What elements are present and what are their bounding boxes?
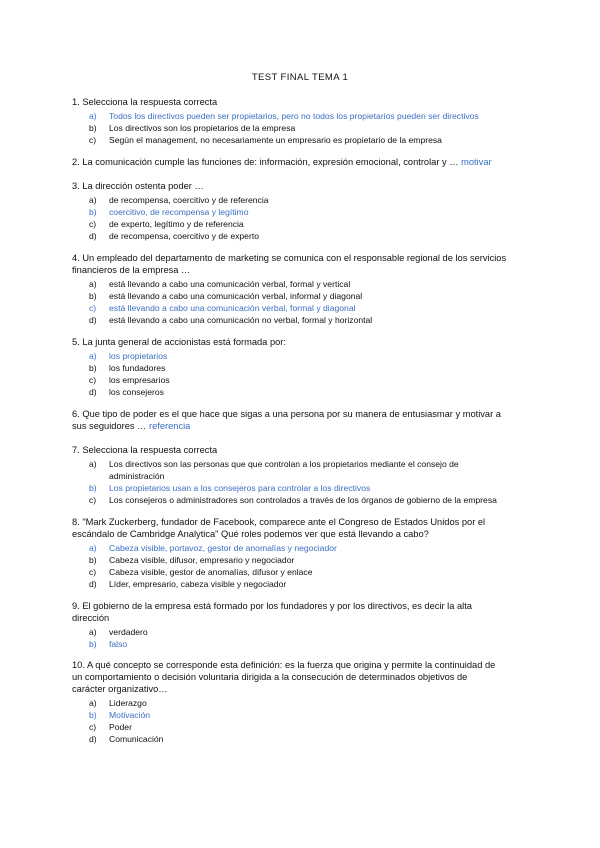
option-text: Motivación: [109, 710, 151, 720]
option-d: [72, 578, 532, 590]
option-letter: c): [89, 219, 97, 229]
option-letter: d): [89, 231, 97, 241]
option-d: [72, 230, 532, 242]
option-d: [72, 733, 532, 745]
answer-text: motivar: [461, 157, 492, 167]
option-text-continued: administración: [109, 471, 165, 481]
question-text-line-3: carácter organizativo…: [72, 684, 168, 694]
option-a: [72, 194, 532, 206]
option-b: [72, 482, 532, 494]
option-letter: d): [89, 734, 97, 744]
question-text: [72, 156, 532, 168]
question-text-line-1: 8. "Mark Zuckerberg, fundador de Facebook, comparece ante el Congreso de Estados Unidos por el: [72, 517, 486, 527]
option-text: de recompensa, coercitivo y de experto: [109, 231, 259, 241]
question-7: [72, 444, 532, 506]
option-letter: d): [89, 579, 97, 589]
question-text-line-1: 6. Que tipo de poder es el que hace que sigas a una persona por su manera de entusiasmar y motivar a: [72, 409, 501, 419]
option-letter: b): [89, 555, 97, 565]
option-text: Los propietarios usan a los consejeros para controlar a los directivos: [109, 483, 371, 493]
question-3: [72, 180, 532, 242]
question-text: 5. La junta general de accionistas está formada por:: [72, 337, 286, 347]
option-text: verdadero: [109, 627, 148, 637]
option-c: [72, 721, 532, 733]
option-c: [72, 494, 532, 506]
page-title: TEST FINAL TEMA 1: [251, 72, 349, 83]
option-letter: b): [89, 291, 97, 301]
option-letter: c): [89, 495, 97, 505]
option-a: [72, 458, 532, 482]
question-text-line-2: financieros de la empresa …: [72, 265, 191, 275]
option-letter: b): [89, 483, 97, 493]
option-text: los propietarios: [109, 351, 168, 361]
option-d: [72, 314, 532, 326]
question-text-line-2: dirección: [72, 613, 110, 623]
option-b: [72, 638, 532, 650]
option-a: [72, 697, 532, 709]
option-letter: b): [89, 123, 97, 133]
option-text: Cabeza visible, difusor, empresario y negociador: [109, 555, 295, 565]
option-text: Cabeza visible, gestor de anomalías, difusor y enlace: [109, 567, 313, 577]
option-letter: c): [89, 135, 97, 145]
question-text-body: sus seguidores …: [72, 421, 147, 431]
option-a: [72, 110, 532, 122]
answer-text: referencia: [149, 421, 191, 431]
option-letter: d): [89, 315, 97, 325]
question-text: 3. La dirección ostenta poder …: [72, 181, 204, 191]
option-a: [72, 626, 532, 638]
option-text: Liderazgo: [109, 698, 147, 708]
option-letter: a): [89, 698, 97, 708]
option-text: falso: [109, 639, 128, 649]
option-letter: b): [89, 639, 97, 649]
option-text: Cabeza visible, portavoz, gestor de anomalías y negociador: [109, 543, 337, 553]
question-5: [72, 336, 532, 398]
option-text: está llevando a cabo una comunicación verbal, informal y diagonal: [109, 291, 363, 301]
question-text: 7. Selecciona la respuesta correcta: [72, 445, 218, 455]
option-letter: a): [89, 351, 97, 361]
option-b: [72, 709, 532, 721]
option-c: [72, 134, 532, 146]
option-letter: d): [89, 387, 97, 397]
option-letter: a): [89, 195, 97, 205]
option-letter: a): [89, 111, 97, 121]
option-text: Los directivos son los propietarios de la empresa: [109, 123, 296, 133]
option-letter: c): [89, 722, 97, 732]
option-c: [72, 302, 532, 314]
option-c: [72, 374, 532, 386]
question-text-line-2: [72, 420, 532, 432]
option-letter: b): [89, 363, 97, 373]
option-b: [72, 554, 532, 566]
question-1: [72, 96, 532, 146]
option-letter: a): [89, 627, 97, 637]
option-b: [72, 122, 532, 134]
option-text: los consejeros: [109, 387, 164, 397]
option-text: Poder: [109, 722, 132, 732]
question-9: [72, 600, 532, 650]
question-6: [72, 408, 532, 434]
question-2: [72, 156, 532, 170]
option-text: Los consejeros o administradores son controlados a través de los órganos de gobierno de la empresa: [109, 495, 497, 505]
option-b: [72, 362, 532, 374]
option-letter: b): [89, 207, 97, 217]
question-4: [72, 252, 532, 326]
option-b: [72, 206, 532, 218]
question-8: [72, 516, 532, 590]
option-letter: a): [89, 279, 97, 289]
option-text: Los directivos son las personas que que controlan a los propietarios mediante el consejo de: [109, 459, 459, 469]
option-text: Comunicación: [109, 734, 164, 744]
option-c: [72, 566, 532, 578]
option-letter: a): [89, 543, 97, 553]
question-10: [72, 659, 532, 745]
option-text: Líder, empresario, cabeza visible y negociador: [109, 579, 287, 589]
question-text-line-1: 9. El gobierno de la empresa está formado por los fundadores y por los directivos, es decir la alta: [72, 601, 472, 611]
option-letter: c): [89, 567, 97, 577]
question-text-line-1: 10. A qué concepto se corresponde esta definición: es la fuerza que origina y permite la continuidad de: [72, 660, 496, 670]
option-text: está llevando a cabo una comunicación no verbal, formal y horizontal: [109, 315, 373, 325]
option-a: [72, 278, 532, 290]
option-a: [72, 350, 532, 362]
question-text-line-2: escándalo de Cambridge Analytica" Qué roles podemos ver que está llevando a cabo?: [72, 529, 429, 539]
option-text: está llevando a cabo una comunicación verbal, formal y diagonal: [109, 303, 356, 313]
option-d: [72, 386, 532, 398]
option-text: los fundadores: [109, 363, 166, 373]
question-text-line-2: un comportamiento o decisión voluntaria dirigida a la consecución de determinados objetivos de: [72, 672, 468, 682]
option-text: los empresarios: [109, 375, 170, 385]
option-text: Según el management, no necesariamente un empresario es propietario de la empresa: [109, 135, 442, 145]
question-text-line-1: 4. Un empleado del departamento de marketing se comunica con el responsable regional de los servicios: [72, 253, 507, 263]
option-text: coercitivo, de recompensa y legítimo: [109, 207, 249, 217]
option-text: está llevando a cabo una comunicación verbal, formal y vertical: [109, 279, 351, 289]
option-letter: b): [89, 710, 97, 720]
option-a: [72, 542, 532, 554]
option-b: [72, 290, 532, 302]
option-letter: a): [89, 459, 97, 469]
option-letter: c): [89, 303, 97, 313]
option-text: Todos los directivos pueden ser propietarios, pero no todos los propietarios pueden ser directivos: [109, 111, 479, 121]
question-text: 1. Selecciona la respuesta correcta: [72, 97, 218, 107]
option-text: de recompensa, coercitivo y de referencia: [109, 195, 269, 205]
option-c: [72, 218, 532, 230]
option-letter: c): [89, 375, 97, 385]
question-text-body: 2. La comunicación cumple las funciones de: información, expresión emocional, controlar y …: [72, 157, 459, 167]
option-text: de experto, legítimo y de referencia: [109, 219, 244, 229]
